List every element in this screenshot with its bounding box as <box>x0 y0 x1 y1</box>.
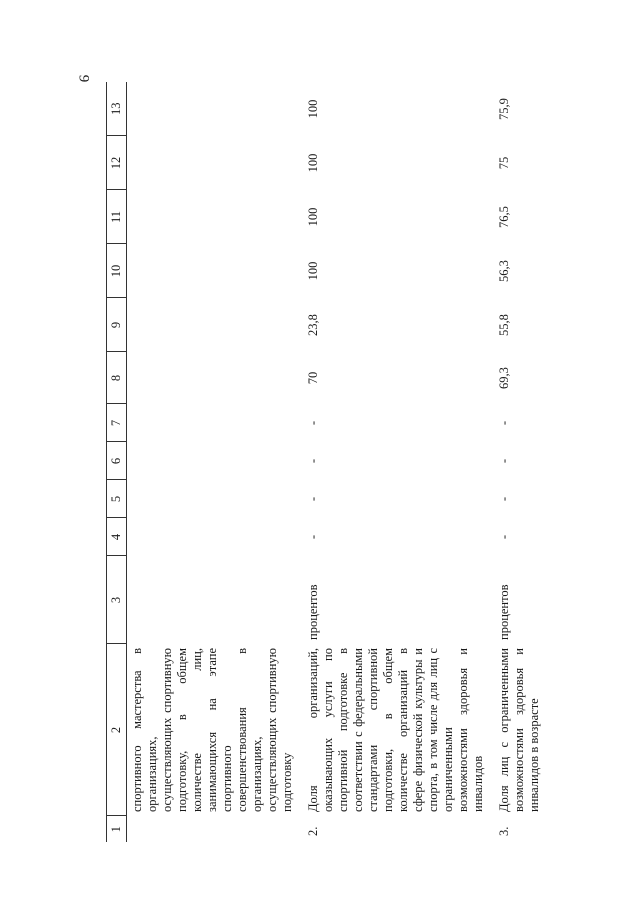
row-value: 75,9 <box>497 98 511 120</box>
col-header-1: 1 <box>107 816 127 842</box>
row-unit <box>127 556 299 644</box>
row-value <box>127 442 299 480</box>
header-row <box>107 82 127 842</box>
row-value: 100 <box>306 99 320 119</box>
table-row <box>489 82 550 842</box>
col-header-6: 6 <box>107 442 127 480</box>
table-row <box>127 82 299 842</box>
row-value: 100 <box>306 153 320 173</box>
row-value: - <box>497 420 511 426</box>
row-value: - <box>306 496 320 502</box>
row-description: Доля лиц с ограниченными возможностями здоровья и инвалидов в возрасте <box>497 648 541 812</box>
row-value: 23,8 <box>306 314 320 336</box>
col-header-4: 4 <box>107 518 127 556</box>
row-value <box>127 136 299 190</box>
row-value: 75 <box>497 156 511 170</box>
col-header-7: 7 <box>107 404 127 442</box>
row-value <box>127 298 299 352</box>
row-value <box>127 480 299 518</box>
row-index: 3. <box>497 826 511 836</box>
row-value: 100 <box>306 207 320 227</box>
rotated-sheet <box>106 82 546 842</box>
col-header-11: 11 <box>107 190 127 244</box>
col-header-10: 10 <box>107 244 127 298</box>
col-header-8: 8 <box>107 352 127 404</box>
row-unit: процентов <box>497 584 511 640</box>
row-value <box>127 352 299 404</box>
row-value: 100 <box>306 261 320 281</box>
page-number: 9 <box>75 74 92 83</box>
row-value: 69,3 <box>497 367 511 389</box>
row-value <box>127 190 299 244</box>
row-value <box>127 82 299 136</box>
col-header-2: 2 <box>107 644 127 816</box>
row-index: 2. <box>306 826 320 836</box>
row-value: 76,5 <box>497 206 511 228</box>
table-row <box>298 82 489 842</box>
row-value: 70 <box>306 371 320 385</box>
row-value: - <box>497 496 511 502</box>
row-value: 55,8 <box>497 314 511 336</box>
row-value <box>127 244 299 298</box>
col-header-9: 9 <box>107 298 127 352</box>
row-value: - <box>497 458 511 464</box>
row-value: 56,3 <box>497 260 511 282</box>
row-description: Доля организаций, оказывающих услуги по спортивной подготовке в соответствии с федеральными стандартами спортивной подготовки, в общем количестве организаций в сфере физической культуры и спорта, в том числе для лиц с ограниченными возможностями здоровья и инвалидов <box>306 648 485 812</box>
row-description: спортивного мастерства в организациях, осуществляющих спортивную подготовку, в общем количестве лиц, занимающихся на этапе спортивного совершенствования в организациях, осуществляющих спортивную подготовку <box>130 648 294 812</box>
row-value: - <box>306 458 320 464</box>
row-value: - <box>306 534 320 540</box>
row-value <box>127 404 299 442</box>
row-index <box>127 816 299 842</box>
col-header-3: 3 <box>107 556 127 644</box>
col-header-12: 12 <box>107 136 127 190</box>
row-value: - <box>306 420 320 426</box>
row-value <box>127 518 299 556</box>
row-value: - <box>497 534 511 540</box>
row-unit: процентов <box>306 584 320 640</box>
indicators-table <box>106 82 550 842</box>
col-header-13: 13 <box>107 82 127 136</box>
col-header-5: 5 <box>107 480 127 518</box>
